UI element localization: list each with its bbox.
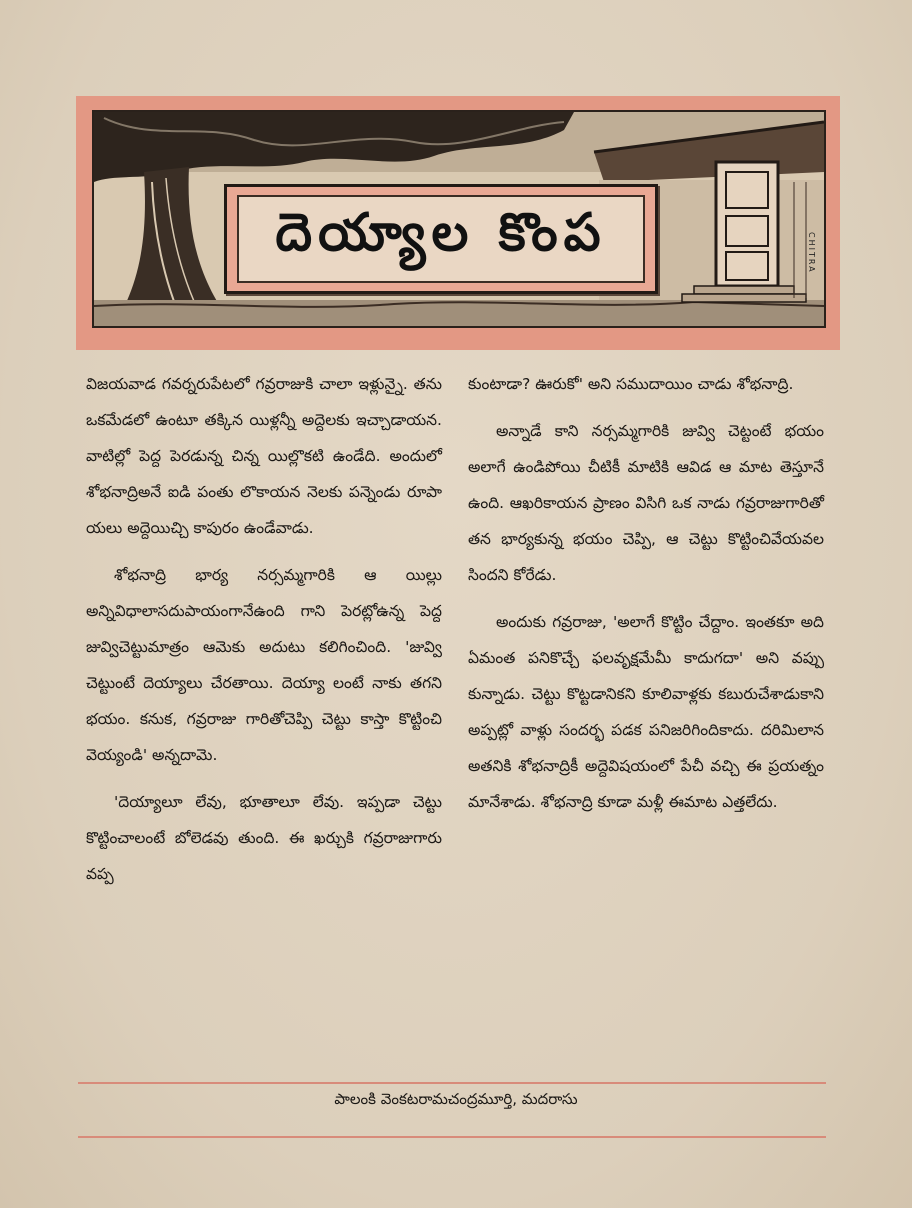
right-column bbox=[468, 366, 824, 831]
title-banner bbox=[76, 96, 840, 350]
story-body bbox=[86, 366, 832, 1066]
author-byline: పాలంకి వెంకటరామచంద్రమూర్తి, మదరాసు bbox=[334, 1090, 578, 1108]
artist-credit: CHITRA bbox=[807, 232, 816, 274]
left-column bbox=[86, 366, 442, 903]
paragraph: శోభనాద్రి భార్య నర్సమ్మగారికి ఆ యిల్లు అన్నివిధాలాసదుపాయంగానేఉంది గాని పెరట్లోఉన్న పెద్ద జువ్విచెట్టుమాత్రం ఆమెకు అదుటు కలిగించింది. 'జువ్వి చెట్టుంటే దెయ్యాలు చేరతాయి. దెయ్యా లంటే నాకు తగని భయం. కనుక, గవ్రరాజు గారితోచెప్పి చెట్టు కాస్తా కొట్టించి వెయ్యండి' అన్నదామె. bbox=[86, 566, 442, 764]
paragraph: కుంటాడా? ఊరుకో' అని సముదాయిం చాడు శోభనాద్రి. bbox=[468, 375, 794, 393]
title-plate bbox=[237, 195, 645, 283]
banner-illustration bbox=[92, 110, 826, 328]
paragraph: విజయవాడ గవర్నరుపేటలో గవ్రరాజుకి చాలా ఇళ్లున్నై. తను ఒకమేడలో ఉంటూ తక్కిన యిళ్లన్నీ అద్దెలకు ఇచ్చాడాయన. వాటిల్లో పెద్ద పెరడున్న చిన్న యిల్లొకటి ఉండేది. అందులో శోభనాద్రిఅనే ఐడి పంతు లొకాయన నెలకు పన్నెండు రూపా యలు అద్దెయిచ్చి కాపురం ఉండేవాడు. bbox=[86, 375, 442, 537]
story-title: దెయ్యాల కొంప bbox=[275, 202, 607, 263]
paragraph: అందుకు గవ్రరాజు, 'అలాగే కొట్టిం చేద్దాం. ఇంతకూ అది ఏమంత పనికొచ్చే ఫలవృక్షమేమీ కాదుగదా' అని వప్పు కున్నాడు. చెట్టు కొట్టడానికని కూలివాళ్లకు కబురుచేశాడుకాని అప్పట్లో వాళ్లు సందర్భ పడక పనిజరిగిందికాదు. దరిమిలాన అతనికి శోభనాద్రికీ అద్దెవిషయంలో పేచీ వచ్చి ఈ ప్రయత్నం మానేశాడు. శోభనాద్రి కూడా మళ్లీ ఈమాట ఎత్తలేదు. bbox=[468, 613, 824, 811]
paragraph: 'దెయ్యాలూ లేవు, భూతాలూ లేవు. ఇప్పడా చెట్టు కొట్టించాలంటే బోలెడవు తుంది. ఈ ఖర్చుకి గవ్రరాజుగారు వప్ప bbox=[86, 793, 442, 883]
paragraph: అన్నాడే కాని నర్సమ్మగారికి జువ్వి చెట్టంటే భయం అలాగే ఉండిపోయి చీటికీ మాటికి ఆవిడ ఆ మాట తెస్తూనే ఉంది. ఆఖరికాయన ప్రాణం విసిగి ఒక నాడు గవ్రరాజుగారితో తన భార్యకున్న భయం చెప్పి, ఆ చెట్టు కొట్టించివేయవల సిందని కోరేడు. bbox=[468, 422, 824, 584]
title-board bbox=[224, 184, 658, 294]
divider-bottom bbox=[78, 1136, 826, 1138]
divider-top bbox=[78, 1082, 826, 1084]
